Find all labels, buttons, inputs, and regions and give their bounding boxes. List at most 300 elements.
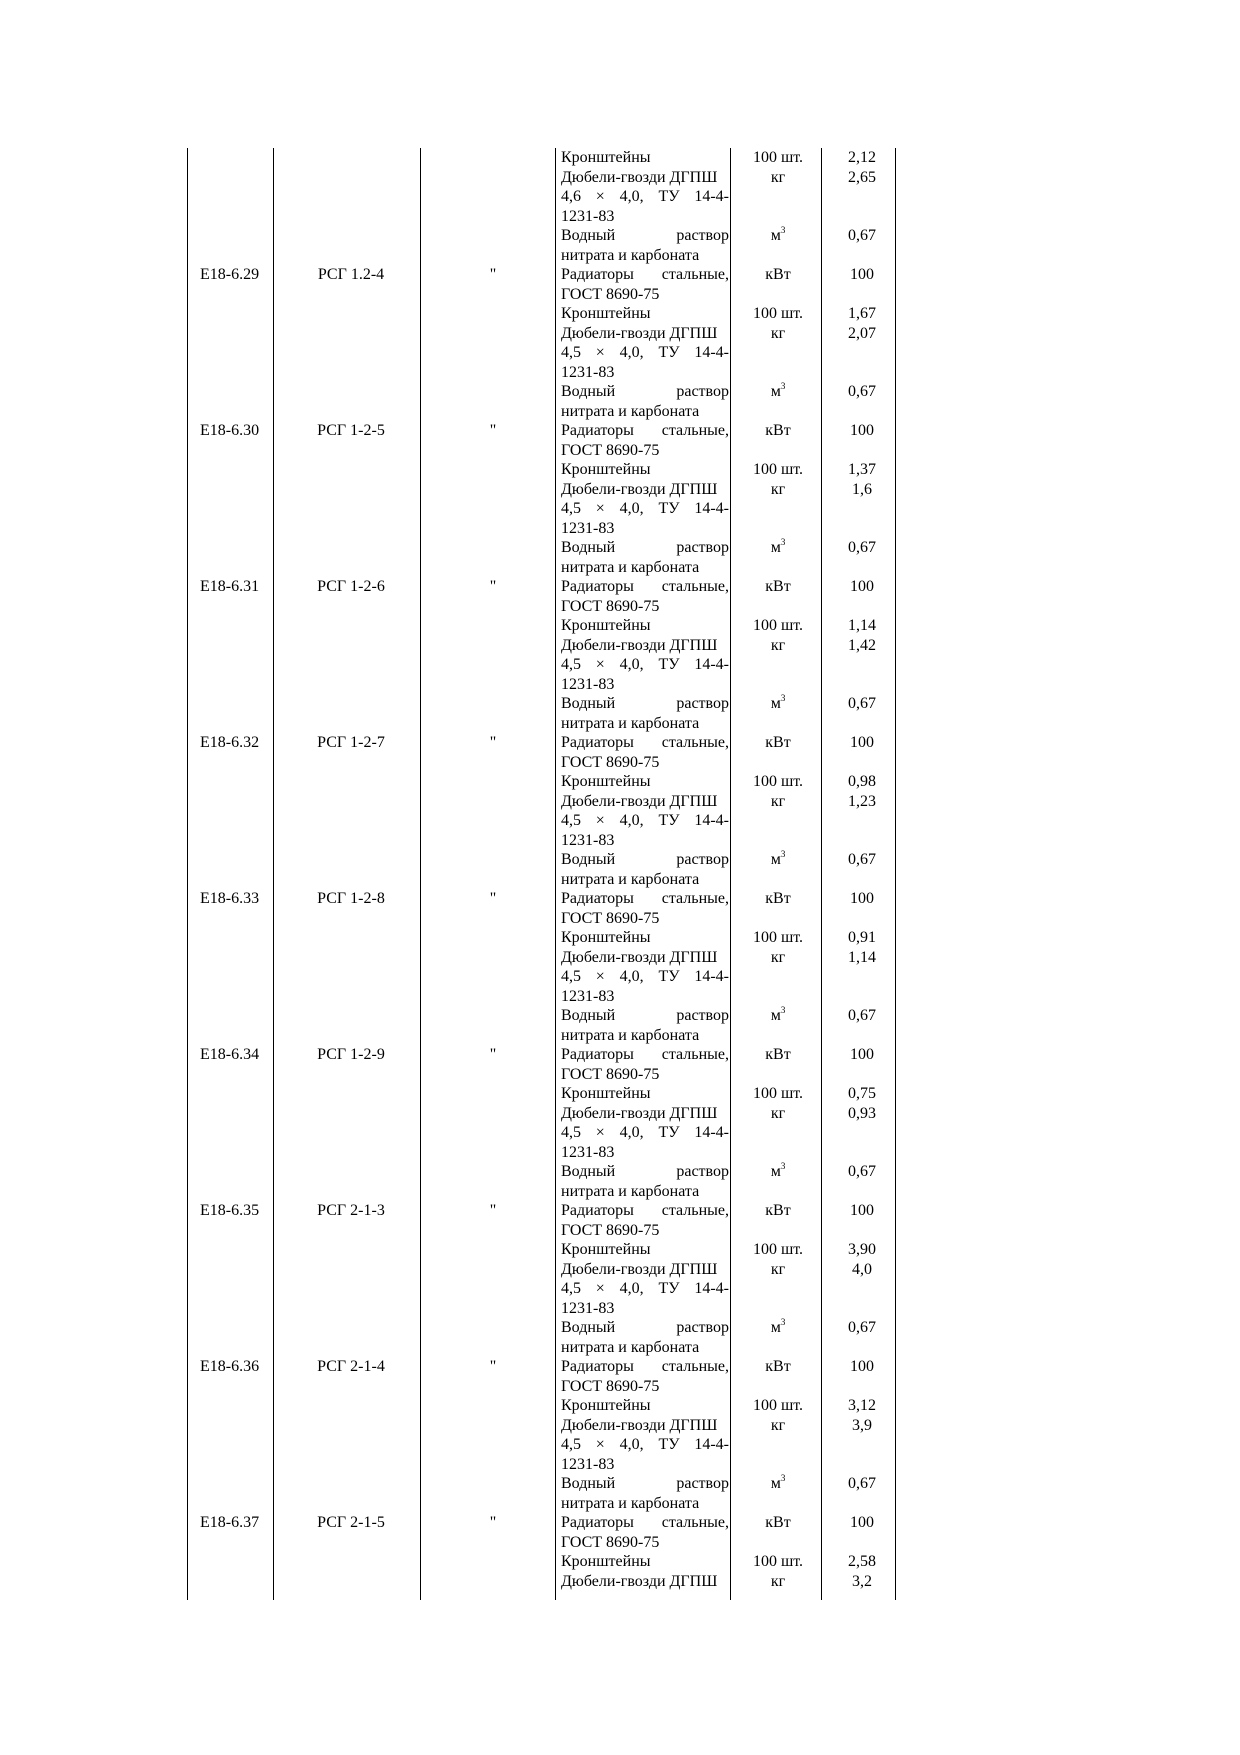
unit-cell — [733, 928, 823, 948]
ditto-mark-cell-text: " — [489, 1514, 497, 1531]
quantity-cell — [826, 226, 898, 246]
table-row — [0, 1318, 1240, 1338]
unit-cell — [733, 343, 823, 363]
resource-name-cell-text: Кронштейны — [561, 1397, 651, 1414]
resource-name-cell-text: Дюбели-гвозди ДГПШ — [561, 792, 718, 810]
quantity-cell-text: 2,58 — [848, 1553, 876, 1570]
unit-cell-text: 100 шт. — [752, 461, 804, 478]
radiator-type-cell — [276, 889, 426, 909]
radiator-type-cell — [276, 753, 426, 773]
quantity-cell-text: 0,75 — [848, 1085, 876, 1102]
unit-cell — [733, 1006, 823, 1026]
table-row — [0, 1065, 1240, 1085]
resource-name-cell-text: 1231-83 — [561, 1455, 615, 1473]
unit-cell — [733, 304, 823, 324]
unit-cell — [733, 1104, 823, 1124]
table-row — [0, 1162, 1240, 1182]
rate-code-cell — [200, 733, 270, 753]
resource-name-cell-text: нитрата и карбоната — [561, 558, 700, 576]
radiator-type-cell — [276, 714, 426, 734]
ditto-mark-cell — [428, 480, 558, 500]
rate-code-cell — [200, 363, 270, 383]
resource-name-cell-text: Водный раствор — [561, 1319, 729, 1336]
resource-name-cell-text: Водный раствор — [561, 539, 729, 556]
radiator-type-cell — [276, 382, 426, 402]
quantity-cell — [826, 967, 898, 987]
rate-code-cell — [200, 655, 270, 675]
radiator-type-cell — [276, 1084, 426, 1104]
ditto-mark-cell-text: " — [489, 1358, 497, 1375]
unit-cell-text: кВт — [765, 1514, 791, 1531]
resource-name-cell — [561, 1201, 729, 1221]
unit-cell-text: кг — [770, 168, 786, 186]
ditto-mark-cell — [428, 226, 558, 246]
quantity-cell — [826, 1104, 898, 1124]
rate-code-cell — [200, 948, 270, 968]
quantity-cell — [826, 1221, 898, 1241]
unit-cell — [733, 460, 823, 480]
quantity-cell — [826, 1162, 898, 1182]
ditto-mark-cell — [428, 1455, 558, 1475]
rate-code-cell — [200, 753, 270, 773]
resource-name-cell — [561, 772, 729, 792]
ditto-mark-cell — [428, 850, 558, 870]
ditto-mark-cell — [428, 1221, 558, 1241]
rate-code-cell — [200, 1455, 270, 1475]
radiator-type-cell — [276, 519, 426, 539]
resource-name-cell-text: 4,5 × 4,0, ТУ 14-4- — [561, 656, 729, 673]
quantity-cell-text: 1,14 — [848, 948, 876, 966]
unit-cell — [733, 1240, 823, 1260]
resource-name-cell-text: 1231-83 — [561, 519, 615, 537]
rate-code-cell — [200, 772, 270, 792]
rate-code-cell-text: Е18-6.30 — [200, 422, 260, 439]
resource-name-cell — [561, 850, 729, 870]
rate-code-cell-text: Е18-6.34 — [200, 1046, 260, 1063]
rate-code-cell — [200, 1104, 270, 1124]
resource-name-cell — [561, 460, 729, 480]
radiator-type-cell-text: РСГ 1-2-6 — [317, 578, 385, 595]
quantity-cell-text: 1,14 — [848, 617, 876, 634]
unit-cell — [733, 1045, 823, 1065]
quantity-cell-text: 0,98 — [848, 773, 876, 790]
quantity-cell — [826, 1377, 898, 1397]
quantity-cell-text: 100 — [850, 266, 874, 283]
quantity-cell-text: 3,2 — [852, 1572, 872, 1590]
resource-name-cell — [561, 694, 729, 714]
unit-superscript: 3 — [780, 1318, 786, 1327]
resource-name-cell-text: Радиаторы стальные, — [561, 1202, 729, 1219]
table-row — [0, 558, 1240, 578]
quantity-cell — [826, 811, 898, 831]
quantity-cell — [826, 792, 898, 812]
rate-code-cell — [200, 1201, 270, 1221]
resource-name-cell-text: Кронштейны — [561, 1241, 651, 1258]
unit-cell — [733, 421, 823, 441]
rate-code-cell — [200, 1240, 270, 1260]
resource-name-cell — [561, 1065, 729, 1085]
ditto-mark-cell — [428, 909, 558, 929]
unit-cell-text: 100 шт. — [752, 305, 804, 322]
quantity-cell — [826, 694, 898, 714]
unit-cell — [733, 558, 823, 578]
quantity-cell-text: 0,67 — [848, 383, 876, 400]
resource-name-cell-text: 4,5 × 4,0, ТУ 14-4- — [561, 344, 729, 361]
table-row — [0, 460, 1240, 480]
ditto-mark-cell — [428, 148, 558, 168]
ditto-mark-cell — [428, 597, 558, 617]
resource-name-cell-text: ГОСТ 8690-75 — [561, 1065, 660, 1083]
quantity-cell — [826, 870, 898, 890]
rate-code-cell — [200, 889, 270, 909]
table-row — [0, 675, 1240, 695]
radiator-type-cell — [276, 967, 426, 987]
quantity-cell — [826, 772, 898, 792]
unit-cell — [733, 519, 823, 539]
unit-cell — [733, 733, 823, 753]
resource-name-cell — [561, 1182, 729, 1202]
quantity-cell — [826, 1201, 898, 1221]
ditto-mark-cell — [428, 382, 558, 402]
quantity-cell — [826, 1143, 898, 1163]
rate-code-cell — [200, 148, 270, 168]
quantity-cell-text: 0,91 — [848, 929, 876, 946]
quantity-cell — [826, 1065, 898, 1085]
rate-code-cell — [200, 265, 270, 285]
radiator-type-cell — [276, 870, 426, 890]
resource-name-cell-text: Водный раствор — [561, 1163, 729, 1180]
quantity-cell-text: 1,42 — [848, 636, 876, 654]
quantity-cell-text: 100 — [850, 422, 874, 439]
unit-cell-text: 100 шт. — [752, 617, 804, 634]
quantity-cell — [826, 324, 898, 344]
quantity-cell — [826, 1396, 898, 1416]
unit-cell-text: 100 шт. — [752, 773, 804, 790]
table-row — [0, 1143, 1240, 1163]
ditto-mark-cell — [428, 538, 558, 558]
unit-superscript: 3 — [780, 382, 786, 391]
radiator-type-cell — [276, 226, 426, 246]
radiator-type-cell — [276, 441, 426, 461]
resource-name-cell — [561, 1533, 729, 1553]
resource-name-cell-text: ГОСТ 8690-75 — [561, 441, 660, 459]
unit-cell-text: кг — [770, 1416, 786, 1434]
table-row — [0, 1552, 1240, 1572]
unit-cell — [733, 675, 823, 695]
quantity-cell — [826, 597, 898, 617]
resource-name-cell-text: ГОСТ 8690-75 — [561, 1221, 660, 1239]
rate-code-cell — [200, 1084, 270, 1104]
quantity-cell — [826, 850, 898, 870]
ditto-mark-cell-text: " — [489, 734, 497, 751]
quantity-cell-text: 100 — [850, 1046, 874, 1063]
resource-name-cell — [561, 1162, 729, 1182]
radiator-type-cell — [276, 207, 426, 227]
ditto-mark-cell — [428, 1357, 558, 1377]
radiator-type-cell — [276, 987, 426, 1007]
resource-name-cell-text: Водный раствор — [561, 1475, 729, 1492]
rate-code-cell — [200, 519, 270, 539]
radiator-type-cell — [276, 1123, 426, 1143]
ditto-mark-cell — [428, 460, 558, 480]
rate-code-cell — [200, 343, 270, 363]
radiator-type-cell — [276, 1006, 426, 1026]
table-row — [0, 1045, 1240, 1065]
table-row — [0, 441, 1240, 461]
radiator-type-cell — [276, 792, 426, 812]
radiator-type-cell — [276, 1533, 426, 1553]
ditto-mark-cell — [428, 831, 558, 851]
quantity-cell — [826, 421, 898, 441]
rate-code-cell — [200, 304, 270, 324]
quantity-cell — [826, 1455, 898, 1475]
resource-name-cell-text: Радиаторы стальные, — [561, 266, 729, 283]
rate-code-cell — [200, 1221, 270, 1241]
table-row — [0, 1338, 1240, 1358]
table-row — [0, 363, 1240, 383]
unit-cell-text: кг — [770, 1104, 786, 1122]
rate-code-cell-text: Е18-6.32 — [200, 734, 260, 751]
table-row — [0, 382, 1240, 402]
unit-cell — [733, 948, 823, 968]
rate-code-cell-text: Е18-6.29 — [200, 266, 260, 283]
radiator-type-cell — [276, 1318, 426, 1338]
ditto-mark-cell — [428, 889, 558, 909]
table-row — [0, 1084, 1240, 1104]
unit-cell-text: кВт — [765, 890, 791, 907]
radiator-type-cell-text: РСГ 1-2-8 — [317, 890, 385, 907]
unit-cell — [733, 402, 823, 422]
quantity-cell-text: 0,67 — [848, 539, 876, 556]
rate-code-cell — [200, 1045, 270, 1065]
radiator-type-cell — [276, 402, 426, 422]
rate-code-cell — [200, 1396, 270, 1416]
quantity-cell — [826, 363, 898, 383]
radiator-type-cell-text: РСГ 1.2-4 — [317, 266, 385, 283]
rate-code-cell — [200, 1357, 270, 1377]
quantity-cell — [826, 948, 898, 968]
unit-cell — [733, 1201, 823, 1221]
rate-code-cell — [200, 1338, 270, 1358]
rate-code-cell — [200, 909, 270, 929]
unit-cell-text: 100 шт. — [752, 1397, 804, 1414]
table-row — [0, 1377, 1240, 1397]
table-row — [0, 246, 1240, 266]
unit-superscript: 3 — [780, 538, 786, 547]
resource-name-cell-text: 1231-83 — [561, 207, 615, 225]
ditto-mark-cell — [428, 187, 558, 207]
quantity-cell — [826, 168, 898, 188]
quantity-cell — [826, 499, 898, 519]
radiator-type-cell — [276, 480, 426, 500]
resource-name-cell — [561, 1026, 729, 1046]
resource-name-cell-text: Дюбели-гвозди ДГПШ — [561, 1572, 718, 1590]
quantity-cell-text: 0,93 — [848, 1104, 876, 1122]
unit-cell — [733, 987, 823, 1007]
resource-name-cell — [561, 870, 729, 890]
rate-code-cell — [200, 168, 270, 188]
quantity-cell — [826, 207, 898, 227]
unit-cell — [733, 246, 823, 266]
radiator-type-cell — [276, 187, 426, 207]
resource-name-cell — [561, 1396, 729, 1416]
unit-cell — [733, 1123, 823, 1143]
resource-name-cell — [561, 168, 729, 188]
rate-code-cell — [200, 1299, 270, 1319]
resource-name-cell-text: Кронштейны — [561, 149, 651, 166]
resource-name-cell-text: нитрата и карбоната — [561, 1026, 700, 1044]
radiator-type-cell-text: РСГ 1-2-9 — [317, 1046, 385, 1063]
radiator-type-cell — [276, 246, 426, 266]
resource-name-cell-text: 1231-83 — [561, 987, 615, 1005]
rate-code-cell — [200, 577, 270, 597]
rate-code-cell — [200, 1318, 270, 1338]
radiator-type-cell — [276, 1396, 426, 1416]
quantity-cell — [826, 1552, 898, 1572]
radiator-type-cell — [276, 421, 426, 441]
unit-cell-text: м — [770, 227, 781, 244]
ditto-mark-cell-text: " — [489, 890, 497, 907]
radiator-type-cell — [276, 1572, 426, 1592]
resource-name-cell — [561, 538, 729, 558]
radiator-type-cell — [276, 831, 426, 851]
table-row — [0, 1299, 1240, 1319]
rate-code-cell — [200, 1026, 270, 1046]
radiator-type-cell — [276, 1377, 426, 1397]
table-row — [0, 499, 1240, 519]
resource-name-cell-text: нитрата и карбоната — [561, 246, 700, 264]
unit-cell — [733, 753, 823, 773]
rate-code-cell-text: Е18-6.35 — [200, 1202, 260, 1219]
resource-name-cell-text: ГОСТ 8690-75 — [561, 1377, 660, 1395]
radiator-type-cell — [276, 1201, 426, 1221]
resource-name-cell — [561, 382, 729, 402]
radiator-type-cell — [276, 772, 426, 792]
table-row — [0, 1123, 1240, 1143]
resource-name-cell-text: Радиаторы стальные, — [561, 1514, 729, 1531]
resource-name-cell — [561, 577, 729, 597]
unit-cell — [733, 1435, 823, 1455]
rate-code-cell — [200, 987, 270, 1007]
unit-cell — [733, 226, 823, 246]
unit-cell — [733, 363, 823, 383]
table-row — [0, 772, 1240, 792]
quantity-cell — [826, 577, 898, 597]
ditto-mark-cell — [428, 616, 558, 636]
ditto-mark-cell — [428, 1435, 558, 1455]
resource-name-cell — [561, 1006, 729, 1026]
rate-code-cell — [200, 675, 270, 695]
quantity-cell — [826, 909, 898, 929]
radiator-type-cell — [276, 1338, 426, 1358]
quantity-cell — [826, 1006, 898, 1026]
ditto-mark-cell — [428, 1026, 558, 1046]
radiator-type-cell — [276, 1045, 426, 1065]
quantity-cell — [826, 714, 898, 734]
radiator-type-cell — [276, 148, 426, 168]
ditto-mark-cell — [428, 1338, 558, 1358]
resource-name-cell-text: Кронштейны — [561, 461, 651, 478]
resource-name-cell — [561, 987, 729, 1007]
ditto-mark-cell — [428, 304, 558, 324]
unit-cell — [733, 1221, 823, 1241]
rate-code-cell — [200, 1182, 270, 1202]
quantity-cell — [826, 1474, 898, 1494]
unit-cell — [733, 1182, 823, 1202]
unit-cell — [733, 1533, 823, 1553]
ditto-mark-cell — [428, 1299, 558, 1319]
resource-name-cell — [561, 304, 729, 324]
table-row — [0, 207, 1240, 227]
quantity-cell — [826, 1357, 898, 1377]
resource-name-cell-text: Дюбели-гвозди ДГПШ — [561, 948, 718, 966]
table-row — [0, 519, 1240, 539]
quantity-cell — [826, 1026, 898, 1046]
resource-name-cell — [561, 343, 729, 363]
quantity-cell — [826, 675, 898, 695]
ditto-mark-cell — [428, 363, 558, 383]
quantity-cell-text: 100 — [850, 1514, 874, 1531]
quantity-cell-text: 3,12 — [848, 1397, 876, 1414]
quantity-cell-text: 0,67 — [848, 1007, 876, 1024]
radiator-type-cell — [276, 928, 426, 948]
rate-code-cell — [200, 694, 270, 714]
resource-name-cell — [561, 928, 729, 948]
quantity-cell — [826, 1494, 898, 1514]
unit-cell-text: кг — [770, 324, 786, 342]
ditto-mark-cell — [428, 675, 558, 695]
resource-name-cell-text: 4,5 × 4,0, ТУ 14-4- — [561, 500, 729, 517]
unit-cell-text: м — [770, 851, 781, 868]
quantity-cell — [826, 187, 898, 207]
unit-superscript: 3 — [780, 850, 786, 859]
unit-cell — [733, 480, 823, 500]
quantity-cell-text: 0,67 — [848, 695, 876, 712]
unit-superscript: 3 — [780, 1474, 786, 1483]
unit-cell-text: кВт — [765, 1358, 791, 1375]
unit-cell — [733, 1260, 823, 1280]
table-row — [0, 421, 1240, 441]
unit-cell — [733, 597, 823, 617]
resource-name-cell — [561, 441, 729, 461]
radiator-type-cell — [276, 733, 426, 753]
rate-code-cell — [200, 1143, 270, 1163]
quantity-cell — [826, 382, 898, 402]
resource-name-cell-text: ГОСТ 8690-75 — [561, 753, 660, 771]
rate-code-cell — [200, 1162, 270, 1182]
ditto-mark-cell — [428, 1143, 558, 1163]
quantity-cell — [826, 733, 898, 753]
resource-name-cell — [561, 285, 729, 305]
table-row — [0, 1533, 1240, 1553]
table-row — [0, 324, 1240, 344]
rate-code-cell — [200, 246, 270, 266]
rate-code-cell — [200, 1494, 270, 1514]
rate-code-cell — [200, 1123, 270, 1143]
radiator-type-cell — [276, 168, 426, 188]
unit-cell — [733, 636, 823, 656]
resource-name-cell — [561, 1318, 729, 1338]
resource-name-cell-text: Радиаторы стальные, — [561, 1358, 729, 1375]
resource-name-cell — [561, 226, 729, 246]
resource-name-cell-text: Радиаторы стальные, — [561, 1046, 729, 1063]
radiator-type-cell — [276, 675, 426, 695]
table-row — [0, 694, 1240, 714]
ditto-mark-cell — [428, 1396, 558, 1416]
unit-cell — [733, 265, 823, 285]
resource-name-cell — [561, 889, 729, 909]
resource-name-cell-text: 4,5 × 4,0, ТУ 14-4- — [561, 1124, 729, 1141]
